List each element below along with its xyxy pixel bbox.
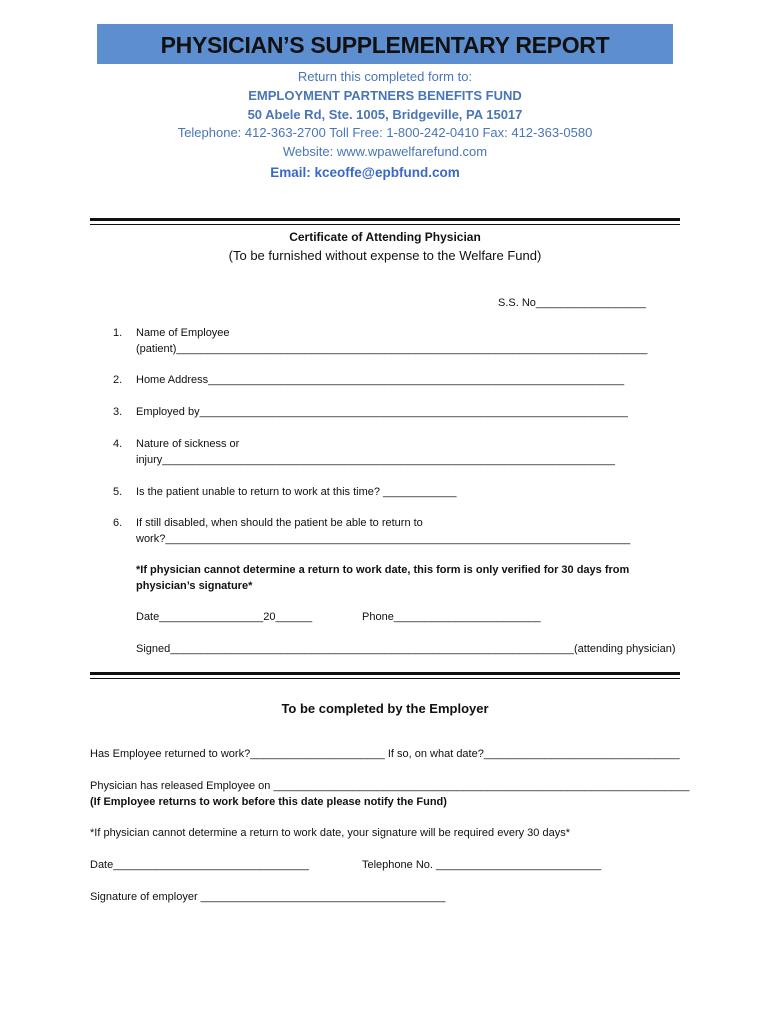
org-phones: Telephone: 412-363-2700 Toll Free: 1-800-242-0410 Fax: 412-363-0580 (177, 125, 593, 140)
employer-signature-field[interactable]: Signature of employer ________________________________________ (90, 891, 446, 903)
physician-phone-field[interactable]: Phone________________________ (362, 611, 541, 623)
section-divider-thin (90, 224, 680, 225)
employer-signature-note: *If physician cannot determine a return to work date, your signature will be required every 30 days* (90, 827, 570, 839)
employee-returned-field[interactable]: Has Employee returned to work?______________________ If so, on what date?________________________________ (90, 748, 680, 760)
ss-number-field[interactable]: S.S. No__________________ (498, 297, 647, 309)
physician-section-subheading: (To be furnished without expense to the Welfare Fund) (228, 248, 542, 263)
physician-signature-field[interactable]: Signed__________________________________________________________________(attending physician) (136, 643, 676, 655)
return-date-field[interactable]: work?____________________________________________________________________________ (136, 533, 631, 545)
org-name: EMPLOYMENT PARTNERS BENEFITS FUND (248, 88, 522, 103)
physician-section-heading: Certificate of Attending Physician (289, 230, 481, 244)
return-date-label: If still disabled, when should the patient be able to return to (136, 517, 423, 529)
employer-section-heading: To be completed by the Employer (281, 701, 489, 716)
sickness-field[interactable]: injury__________________________________________________________________________ (136, 454, 615, 466)
employed-by-field[interactable]: Employed by______________________________________________________________________ (136, 406, 628, 418)
org-website[interactable]: Website: www.wpawelfarefund.com (282, 144, 488, 159)
return-to-text: Return this completed form to: (297, 69, 473, 84)
section-divider (90, 218, 680, 221)
item-number: 6. (113, 517, 123, 529)
physician-note: *If physician cannot determine a return to work date, this form is only verified for 30 days from (136, 564, 630, 576)
home-address-field[interactable]: Home Address____________________________________________________________________ (136, 374, 625, 386)
section-divider (90, 672, 680, 675)
released-note: (If Employee returns to work before this date please notify the Fund) (90, 796, 447, 808)
employer-telephone-field[interactable]: Telephone No. ___________________________ (362, 859, 602, 871)
item-number: 2. (113, 374, 123, 386)
physician-date-field[interactable]: Date_________________20______ (136, 611, 313, 623)
item-number: 1. (113, 327, 123, 339)
item-number: 4. (113, 438, 123, 450)
item-number: 3. (113, 406, 123, 418)
physician-note-cont: physician’s signature* (136, 580, 253, 592)
org-email[interactable]: Email: kceoffe@epbfund.com (270, 165, 460, 180)
released-date-field[interactable]: Physician has released Employee on ____________________________________________________________________ (90, 780, 690, 792)
item-number: 5. (113, 486, 123, 498)
org-address: 50 Abele Rd, Ste. 1005, Bridgeville, PA 15017 (247, 107, 523, 122)
section-divider-thin (90, 678, 680, 679)
employer-date-field[interactable]: Date________________________________ (90, 859, 310, 871)
sickness-label: Nature of sickness or (136, 438, 240, 450)
page-title: PHYSICIAN’S SUPPLEMENTARY REPORT (160, 32, 610, 58)
employee-name-field[interactable]: (patient)_____________________________________________________________________________ (136, 343, 648, 355)
employee-name-label: Name of Employee (136, 327, 230, 339)
unable-to-return-field[interactable]: Is the patient unable to return to work at this time? ____________ (136, 486, 457, 498)
